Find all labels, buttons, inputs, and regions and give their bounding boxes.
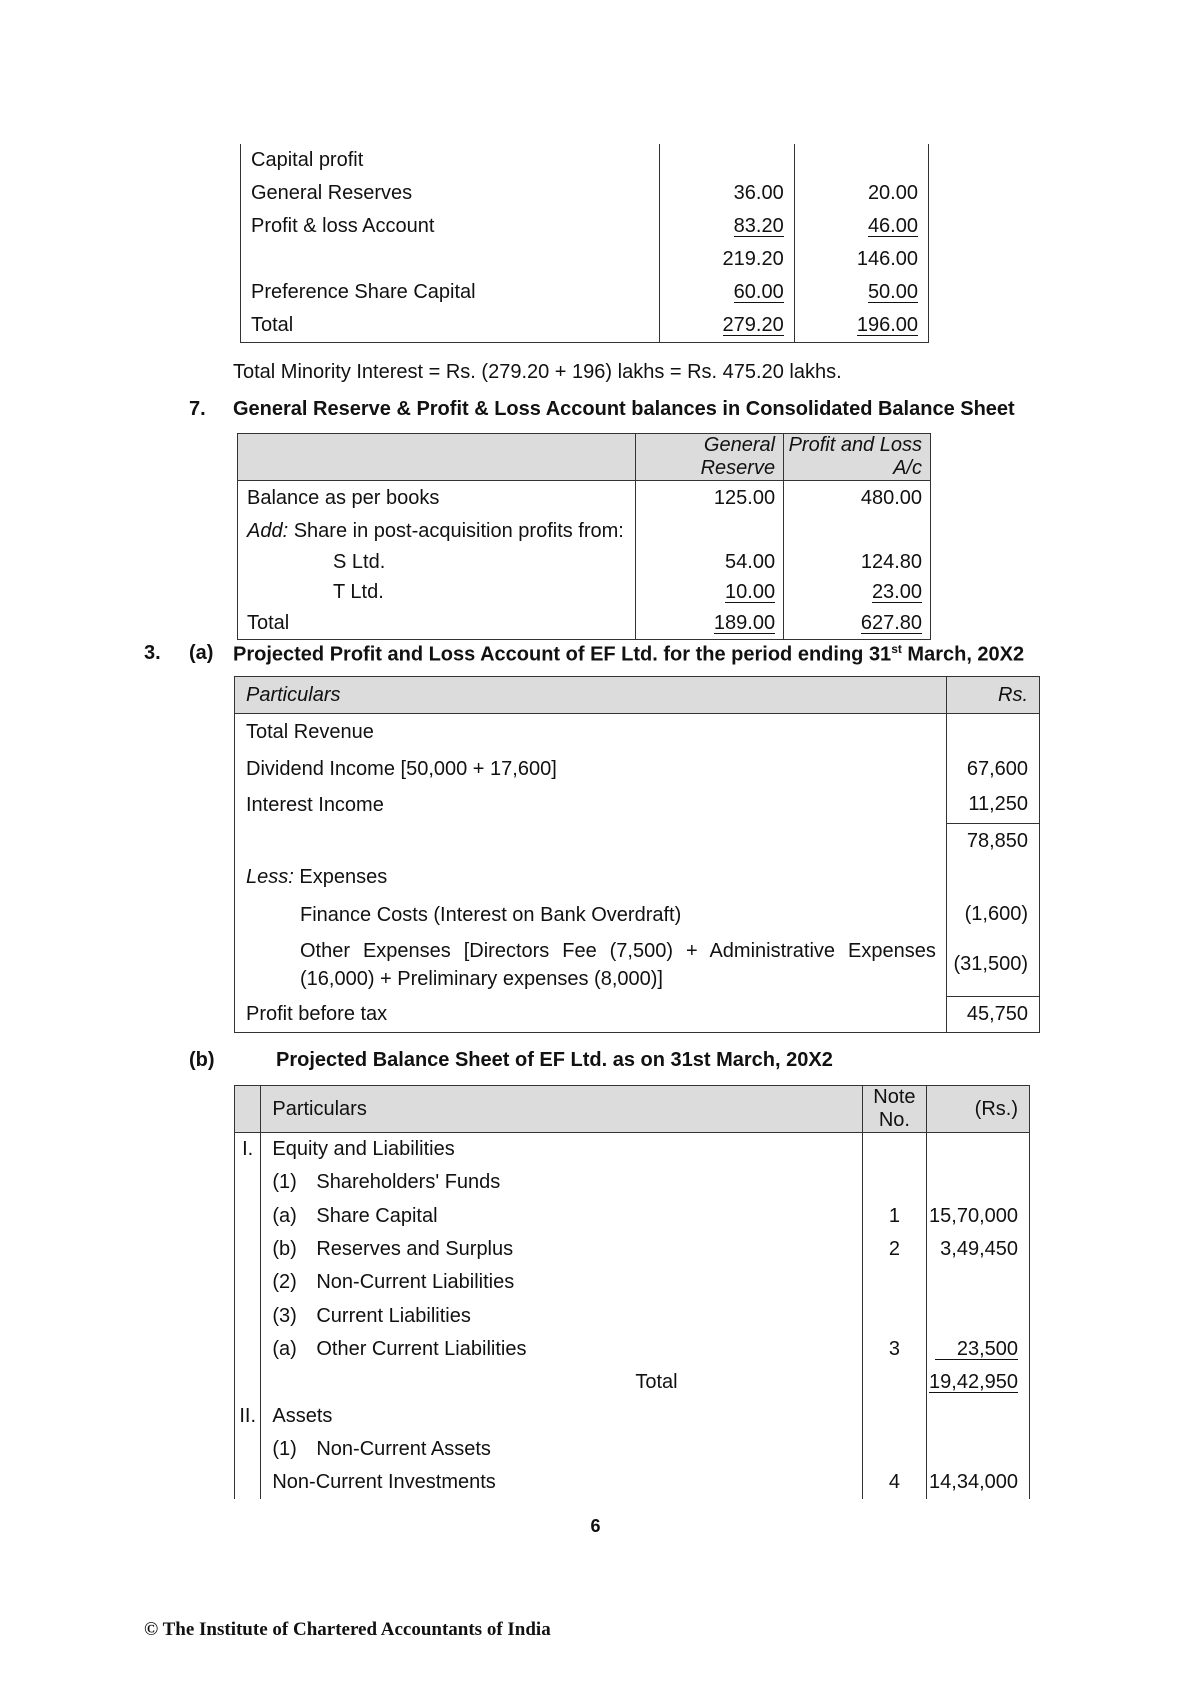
section-part: (b) [189,1049,215,1071]
column-header: Particulars [235,677,947,714]
row-label: Preference Share Capital [241,276,660,309]
table-row [235,1466,1030,1499]
table-row [235,896,1040,933]
note-number: 2 [862,1233,926,1266]
cell-value: 15,70,000 [927,1200,1030,1233]
cell-value: 219.20 [660,243,794,276]
table-row [241,276,929,309]
row-label: Expenses [293,866,388,888]
table-row [235,996,1040,1033]
section-part: (a) [189,642,214,664]
table-row: (2) Non-Current Liabilities [235,1266,1030,1299]
row-label: Finance Costs (Interest on Bank Overdraft) [235,896,947,933]
cell-value: 146.00 [794,243,928,276]
cell-value: 78,850 [946,823,1039,859]
row-label: Interest Income [235,787,947,823]
cell-value: 36.00 [660,177,794,210]
row-label: S Ltd. [238,547,636,577]
row-label: Total [241,309,660,343]
cell-value: 60.00 [733,281,784,303]
cell-value: 189.00 [713,611,776,634]
table-row [241,144,929,177]
table-row: (3) Current Liabilities [235,1299,1030,1332]
table-header [238,434,931,481]
row-label: Share Capital [316,1204,438,1227]
cell-value: 45,750 [946,996,1039,1033]
table-row [235,823,1040,859]
cell-value: 83.20 [733,215,784,237]
cell-value: (31,500) [953,952,1028,975]
minority-total-text: Total Minority Interest = Rs. (279.20 + 196) lakhs = Rs. 475.20 lakhs. [233,361,842,383]
row-label: Dividend Income [50,000 + 17,600] [235,751,947,787]
note-number: 1 [862,1200,926,1233]
table-row [235,1133,1030,1167]
cell-value: 23,500 [935,1339,1018,1360]
cell-value: 20.00 [794,177,928,210]
less-prefix: Less: [246,866,294,888]
projected-pl-table [234,676,1040,1033]
table-row [238,547,931,577]
column-header: Particulars [261,1086,862,1133]
row-label: Reserves and Surplus [316,1238,514,1261]
row-label: Total [238,607,636,640]
table-row [241,243,929,276]
table-row: (1) Shareholders' Funds [235,1166,1030,1199]
table-row [235,933,1040,996]
cell-value: 124.80 [860,550,922,573]
cell-value: 125.00 [635,481,783,516]
row-label: Share in post-acquisition profits from: [288,519,624,542]
row-label: Profit & loss Account [241,210,660,243]
table-row [238,607,931,640]
add-prefix: Add: [247,519,289,542]
row-label: Non-Current Investments [261,1466,862,1499]
row-label: Capital profit [241,144,660,177]
table-row [238,481,931,516]
table-row: (b) Reserves and Surplus 2 3,49,450 [235,1233,1030,1266]
table-row: (1) Non-Current Assets [235,1433,1030,1466]
page-number: 6 [590,1516,601,1536]
cell-value: 627.80 [860,611,922,634]
section-title: General Reserve & Profit & Loss Account balances in Consolidated Balance Sheet [233,398,1015,420]
cell-value: 23.00 [871,580,922,603]
cell-value: 11,250 [968,793,1028,816]
section-number: 3. [144,642,161,664]
table-row [238,577,931,607]
table-row: (a) Other Current Liabilities 3 23,500 [235,1333,1030,1366]
section-title: Projected Balance Sheet of EF Ltd. as on 31st March, 20X2 [276,1049,833,1071]
row-label: Balance as per books [238,481,636,516]
section-title: Projected Profit and Loss Account of EF Ltd. for the period ending 31st March, 20X2 [233,642,1025,666]
cell-value: 14,34,000 [927,1466,1030,1499]
cell-value: 3,49,450 [927,1233,1030,1266]
column-header: Profit and Loss A/c [784,434,931,481]
table-row [235,1399,1030,1432]
footer-copyright: © The Institute of Chartered Accountants of India [144,1619,551,1640]
note-number: 3 [862,1333,926,1366]
cell-value: 480.00 [860,486,922,509]
table-header [235,677,1040,714]
table-row [235,1366,1030,1399]
cell-value: 279.20 [722,314,784,336]
column-header: General Reserve [635,434,783,481]
table-row [235,859,1040,896]
table-row [241,177,929,210]
row-number: II. [235,1399,261,1432]
row-label: Total Revenue [235,714,947,752]
cell-value: 19,42,950 [929,1371,1018,1394]
row-label: Assets [261,1399,862,1432]
minority-interest-table [240,144,929,343]
table-row [235,751,1040,787]
table-row [235,714,1040,752]
cell-value: 10.00 [725,580,776,603]
note-number: 4 [862,1466,926,1499]
column-header: (Rs.) [927,1086,1030,1133]
cell-value: 46.00 [867,215,918,237]
cell-value: 50.00 [867,281,918,303]
cell-value: 54.00 [635,547,783,577]
cell-value: (1,600) [964,903,1028,925]
table-header [235,1086,1030,1133]
row-label: Profit before tax [235,996,947,1033]
column-header: Note No. [862,1086,926,1133]
cell-value: 196.00 [856,314,918,336]
section-number: 7. [189,398,206,420]
row-label: Non-Current Liabilities [316,1271,515,1294]
row-label: Equity and Liabilities [261,1133,862,1167]
row-label: Current Liabilities [316,1304,471,1327]
table-row [241,210,929,243]
table-row [238,515,931,547]
table-row: (a) Share Capital 1 15,70,000 [235,1200,1030,1233]
column-header: Rs. [946,677,1039,714]
row-label: T Ltd. [238,577,636,607]
cell-value: 67,600 [966,757,1028,780]
table-row [241,309,929,343]
row-label: General Reserves [241,177,660,210]
reserves-table [237,433,931,640]
projected-balance-sheet-table [234,1085,1030,1499]
row-label: Shareholders' Funds [316,1171,501,1194]
row-number: I. [235,1133,261,1167]
row-label: Other Current Liabilities [316,1337,527,1360]
row-label: Other Expenses [Directors Fee (7,500) + Administrative Expenses (16,000) + Preliminary expenses (8,000)] [235,933,947,996]
row-label: Total [261,1366,862,1399]
table-row [235,787,1040,823]
row-label: Non-Current Assets [316,1437,491,1460]
